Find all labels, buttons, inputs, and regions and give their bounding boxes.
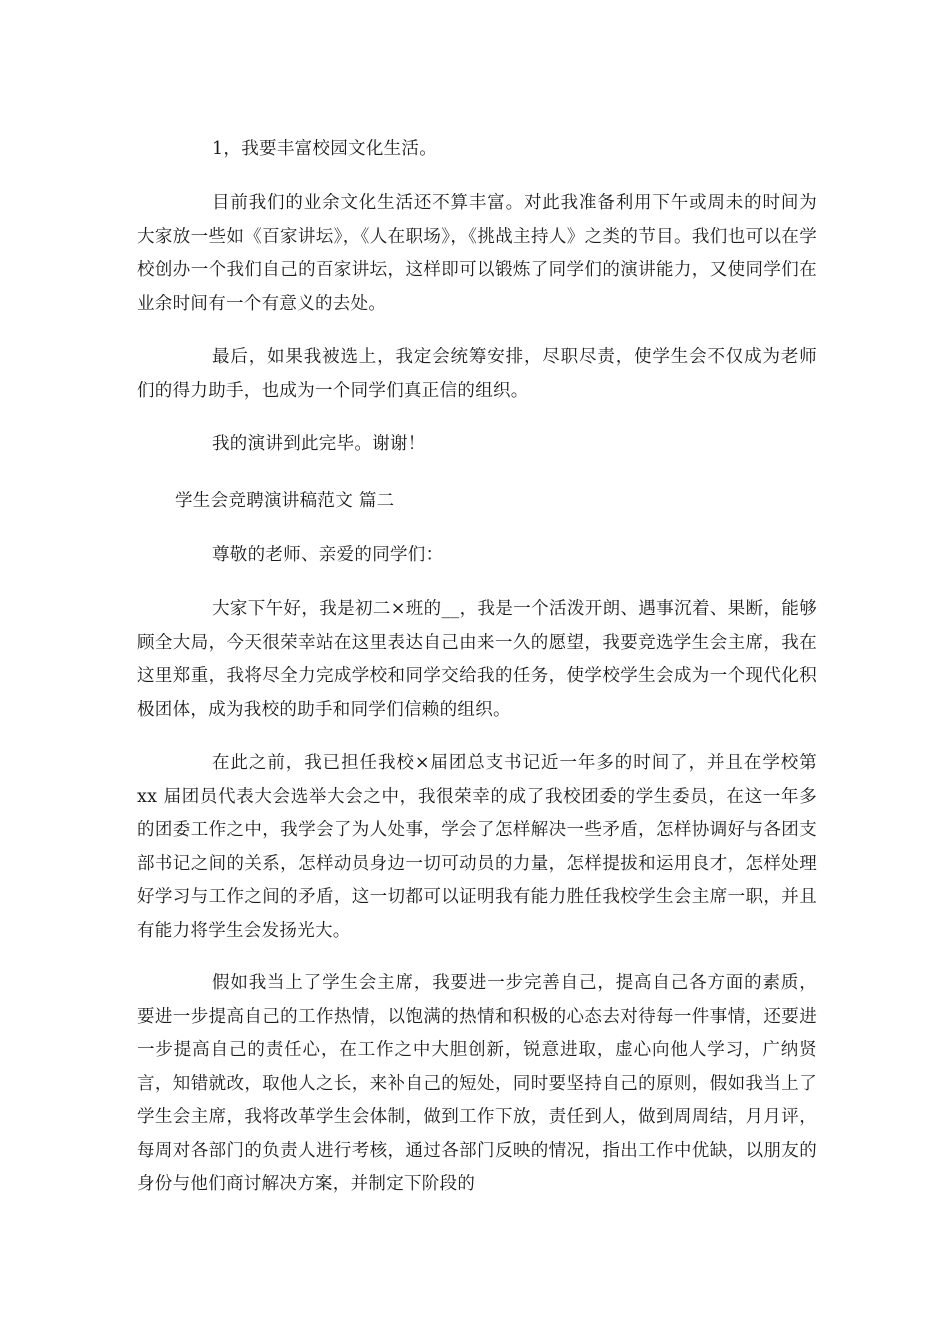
paragraph-cultural-life: 目前我们的业余文化生活还不算丰富。对此我准备利用下午或周未的时间为大家放一些如《百家讲坛》，《人在职场》，《挑战主持人》之类的节目。我们也可以在学校创办一个我们自己的百家讲坛，这样即可以锻炼了同学们的演讲能力，又使同学们在业余时间有一个有意义的去处。 [137,193,817,314]
paragraph-conclusion: 最后，如果我被选上，我定会统筹安排，尽职尽责，使学生会不仅成为老师们的得力助手，也成为一个同学们真正信的组织。 [137,347,817,401]
paragraph-introduction: 大家下午好，我是初二×班的__，我是一个活泼开朗、遇事沉着、果断，能够顾全大局，今天很荣幸站在这里表达自己由来一久的愿望，我要竞选学生会主席，我在这里郑重，我将尽全力完成学校和同学交给我的任务，使学校学生会成为一个现代化积极团体，成为我校的助手和同学们信赖的组织。 [137,599,817,720]
paragraph-item-1: 1，我要丰富校园文化生活。 [212,139,438,159]
paragraph-greeting: 尊敬的老师、亲爱的同学们： [212,545,444,565]
paragraph-experience: 在此之前，我已担任我校×届团总支书记近一年多的时间了，并且在学校第 xx 届团员代表大会选举大会之中，我很荣幸的成了我校团委的学生委员，在这一年多的团委工作之中，我学会了为人处事，学会了怎样解决一些矛盾，怎样协调好与各团支部书记之间的关系，怎样动员身边一切可动员的力量，怎样提拔和运用良才，怎样处理好学习与工作之间的矛盾，这一切都可以证明我有能力胜任我校学生会主席一职，并且有能力将学生会发扬光大。 [137,753,817,941]
section-title: 学生会竞聘演讲稿范文 篇二 [175,491,395,511]
paragraph-thanks: 我的演讲到此完毕。谢谢！ [212,434,426,454]
paragraph-plans: 假如我当上了学生会主席，我要进一步完善自己，提高自己各方面的素质，要进一步提高自己的工作热情，以饱满的热情和积极的心态去对待每一件事情，还要进一步提高自己的责任心，在工作之中大胆创新，锐意进取，虚心向他人学习，广纳贤言，知错就改，取他人之长，来补自己的短处，同时要坚持自己的原则，假如我当上了学生会主席，我将改革学生会体制，做到工作下放，责任到人，做到周周结，月月评，每周对各部门的负责人进行考核，通过各部门反映的情况，指出工作中优缺，以朋友的身份与他们商讨解决方案，并制定下阶段的 [137,973,817,1194]
